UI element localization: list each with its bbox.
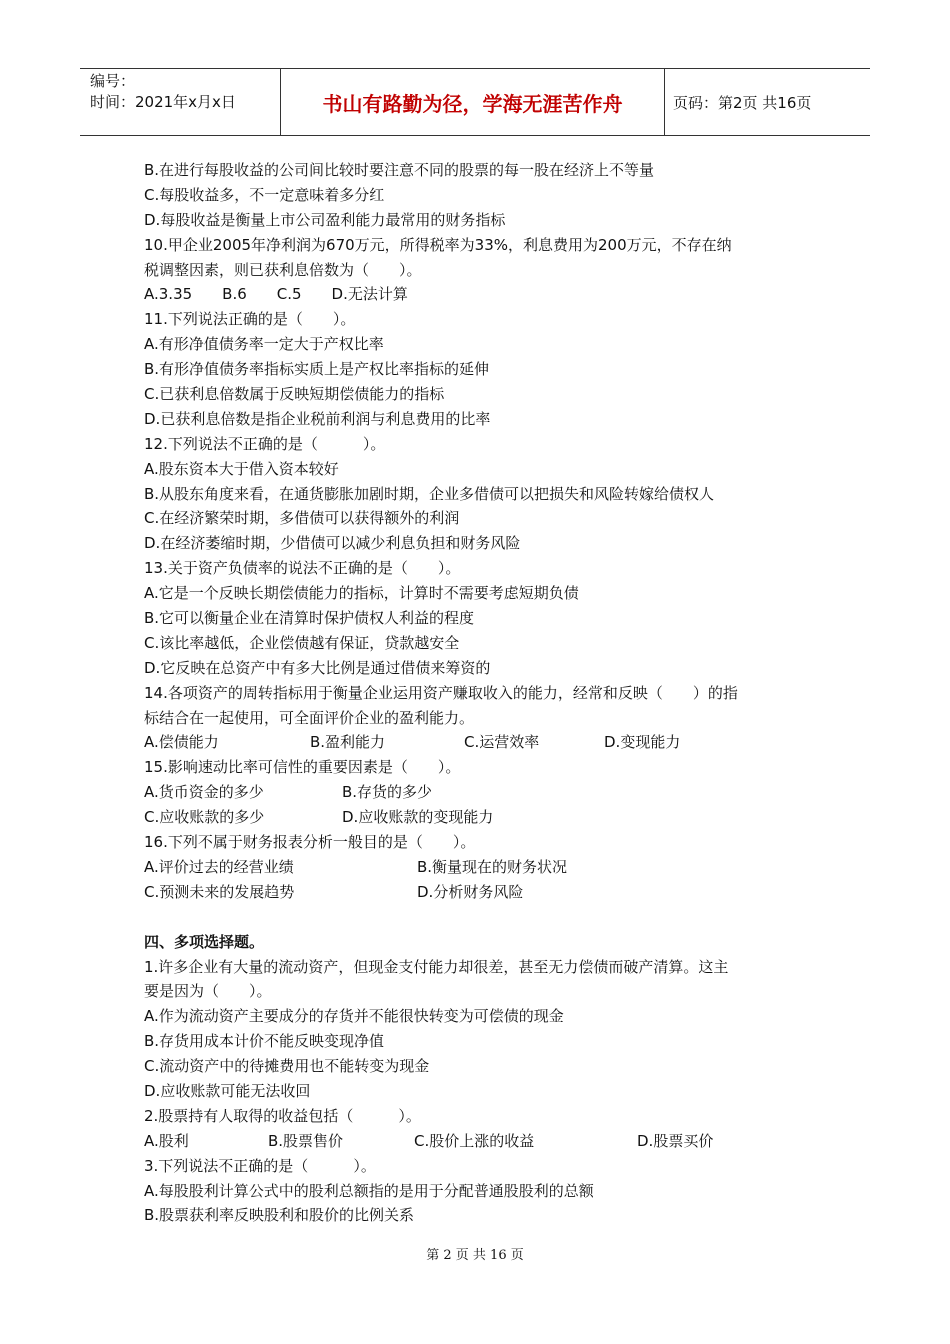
page-footer: 第 2 页 共 16 页 xyxy=(426,1248,524,1263)
text-line: A.作为流动资产主要成分的存货并不能很快转变为可偿债的现金 xyxy=(144,1007,564,1026)
option-d: D.变现能力 xyxy=(604,733,681,752)
option-c: C.股价上涨的收益 xyxy=(414,1131,535,1150)
text-line: C.流动资产中的待摊费用也不能转变为现金 xyxy=(144,1057,430,1076)
option-a: A.货币资金的多少 xyxy=(144,783,264,802)
question-15-stem: 15.影响速动比率可信性的重要因素是（ ）。 xyxy=(144,758,461,777)
section-4-title: 四、多项选择题。 xyxy=(144,932,265,951)
option-d: D.分析财务风险 xyxy=(417,882,524,901)
text-line: A.有形净值债务率一定大于产权比率 xyxy=(144,335,384,354)
question-13-stem: 13.关于资产负债率的说法不正确的是（ ）。 xyxy=(144,559,461,578)
question-16-options-row xyxy=(144,880,804,905)
page-header xyxy=(80,68,870,136)
question-14-options xyxy=(144,730,804,755)
text-line: C.已获利息倍数属于反映短期偿债能力的指标 xyxy=(144,385,445,404)
text-line: D.在经济萎缩时期，少借债可以减少利息负担和财务风险 xyxy=(144,534,521,553)
option-b: B.存货的多少 xyxy=(342,783,433,802)
text-line: B.在进行每股收益的公司间比较时要注意不同的股票的每一股在经济上不等量 xyxy=(144,161,655,179)
header-page-info: 页码：第2页 共16页 xyxy=(673,93,812,112)
text-line: A.每股股利计算公式中的股利总额指的是用于分配普通股股利的总额 xyxy=(144,1181,594,1200)
text-line: B.股票获利率反映股利和股价的比例关系 xyxy=(144,1206,415,1225)
option-c: C.应收账款的多少 xyxy=(144,808,265,827)
option-b: B.盈利能力 xyxy=(310,733,386,752)
multi-question-3-stem: 3.下列说法不正确的是（ ）。 xyxy=(144,1156,376,1175)
text-line: B.有形净值债务率指标实质上是产权比率指标的延伸 xyxy=(144,360,490,379)
text-line: D.应收账款可能无法收回 xyxy=(144,1081,311,1100)
text-line: B.从股东角度来看，在通货膨胀加剧时期，企业多借债可以把损失和风险转嫁给债权人 xyxy=(144,484,715,503)
header-motto: 书山有路勤为径，学海无涯苦作舟 xyxy=(280,69,665,135)
option-b: B.衡量现在的财务状况 xyxy=(417,857,568,876)
question-10-options: A.3.35 B.6 C.5 D.无法计算 xyxy=(144,285,408,304)
text-line: D.已获利息倍数是指企业税前利润与利息费用的比率 xyxy=(144,409,491,428)
text-line: A.它是一个反映长期偿债能力的指标，计算时不需要考虑短期负债 xyxy=(144,584,579,603)
question-16-stem: 16.下列不属于财务报表分析一般目的是（ ）。 xyxy=(144,833,476,852)
text-line: C.每股收益多，不一定意味着多分红 xyxy=(144,185,385,204)
option-a: A.股利 xyxy=(144,1131,189,1150)
document-number-label: 编号： xyxy=(90,72,136,90)
option-b: B.股票售价 xyxy=(268,1131,344,1150)
question-11-stem: 11.下列说法正确的是（ ）。 xyxy=(144,310,356,329)
text-line: D.每股收益是衡量上市公司盈利能力最常用的财务指标 xyxy=(144,210,506,229)
text-line: C.在经济繁荣时期，多借债可以获得额外的利润 xyxy=(144,509,460,528)
option-a: A.评价过去的经营业绩 xyxy=(144,857,294,876)
text-line: B.它可以衡量企业在清算时保护债权人利益的程度 xyxy=(144,609,475,628)
text-line: D.它反映在总资产中有多大比例是通过借债来筹资的 xyxy=(144,658,491,677)
multi-question-2-stem: 2.股票持有人取得的收益包括（ ）。 xyxy=(144,1106,421,1125)
question-12-stem: 12.下列说法不正确的是（ ）。 xyxy=(144,434,386,453)
question-15-options-row xyxy=(144,805,804,830)
multi-question-1-stem: 1.许多企业有大量的流动资产，但现金支付能力却很差，甚至无力偿债而破产清算。这主 xyxy=(144,957,729,976)
question-14-stem: 14.各项资产的周转指标用于衡量企业运用资产赚取收入的能力，经常和反映（ ）的指 xyxy=(144,683,738,702)
header-meta xyxy=(80,69,280,135)
document-body xyxy=(144,158,804,1228)
question-15-options-row xyxy=(144,780,804,805)
text-line: B.存货用成本计价不能反映变现净值 xyxy=(144,1032,385,1051)
text-line: C.该比率越低，企业偿债越有保证，贷款越安全 xyxy=(144,633,460,652)
multi-question-2-options xyxy=(144,1129,804,1154)
question-10-stem: 10.甲企业2005年净利润为670万元，所得税率为33%，利息费用为200万元，不存在纳 xyxy=(144,235,732,254)
text-line: A.股东资本大于借入资本较好 xyxy=(144,459,339,478)
text-line: 要是因为（ ）。 xyxy=(144,982,272,1001)
section-spacer xyxy=(144,905,804,930)
option-c: C.运营效率 xyxy=(464,733,540,752)
option-d: D.应收账款的变现能力 xyxy=(342,808,494,827)
question-16-options-row xyxy=(144,855,804,880)
option-c: C.预测未来的发展趋势 xyxy=(144,882,295,901)
option-d: D.股票买价 xyxy=(637,1131,714,1150)
text-line: 标结合在一起使用，可全面评价企业的盈利能力。 xyxy=(144,708,475,727)
text-line: 税调整因素，则已获利息倍数为（ ）。 xyxy=(144,260,422,279)
option-a: A.偿债能力 xyxy=(144,733,219,752)
document-time-label: 时间：2021年x月x日 xyxy=(90,93,236,111)
